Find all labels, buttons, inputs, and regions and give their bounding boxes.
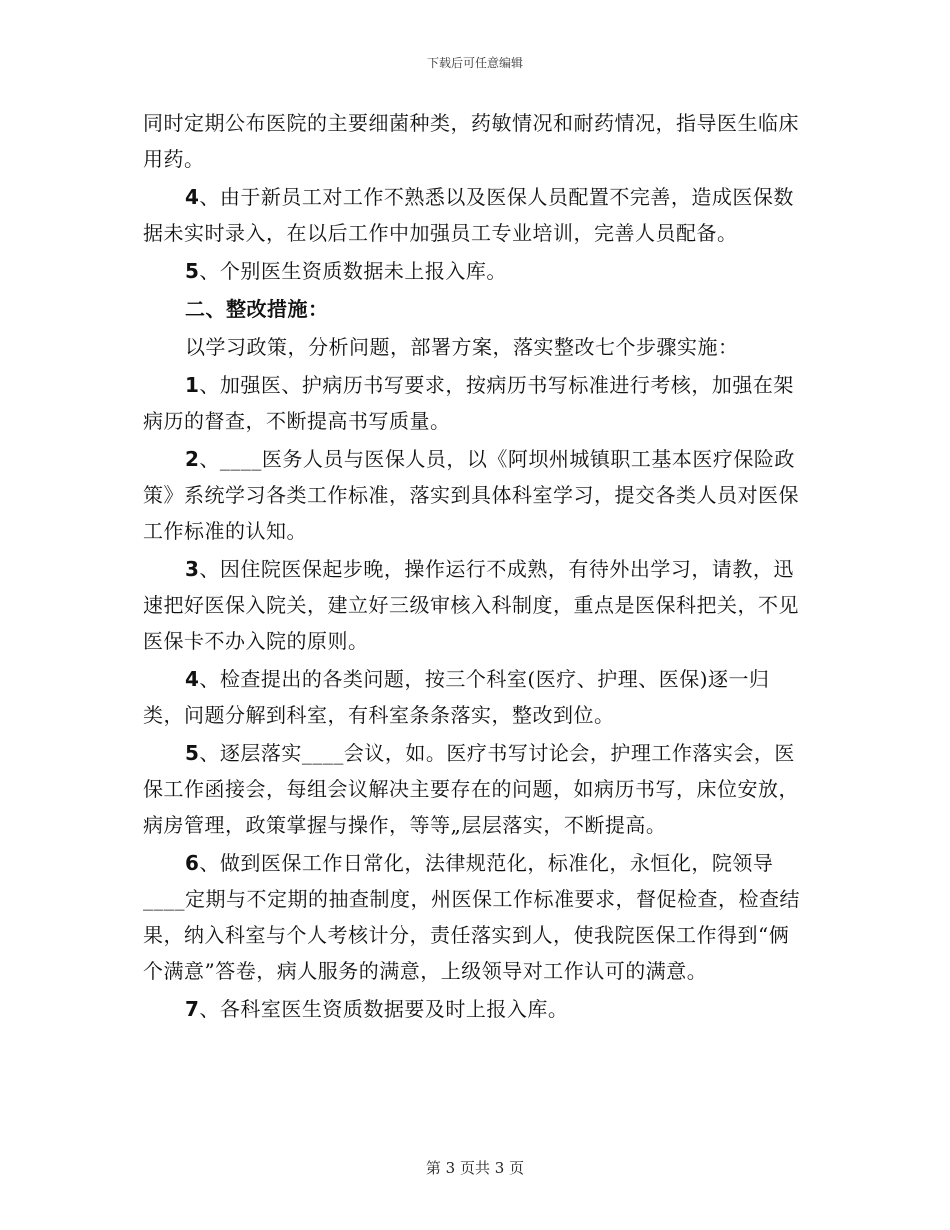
- item-number: 7: [185, 997, 200, 1021]
- item-number: 1: [185, 373, 200, 397]
- heading-text: 二、整改措施：: [185, 297, 329, 321]
- page-footer: 第 3 页共 3 页: [425, 1159, 525, 1177]
- item-number: 6: [185, 851, 200, 875]
- paragraph-text: 、个别医生资质数据未上报入库。: [199, 259, 507, 283]
- paragraph-text: 、因住院医保起步晚，操作运行不成熟，有待外出学习，请教，迅速把好医保入院关，建立好三级审核入科制度，重点是医保科把关，不见医保卡不办入院的原则。: [143, 557, 799, 653]
- item-number: 3: [185, 557, 200, 581]
- measure-item-1: [143, 367, 807, 439]
- measure-item-5: [143, 735, 807, 843]
- item-number: 5: [185, 741, 200, 765]
- measure-item-2: [143, 441, 807, 549]
- item-number: 2: [185, 447, 200, 471]
- section-intro: [143, 329, 807, 365]
- page-header: 下载后可任意编辑: [426, 56, 523, 70]
- paragraph-text: 、逐层落实____会议，如。医疗书写讨论会，护理工作落实会，医保工作函接会，每组会议解决主要存在的问题，如病历书写，床位安放，病房管理，政策掌握与操作，等等„层层落实，不断提高。: [143, 741, 799, 837]
- section-heading: [143, 291, 807, 327]
- paragraph-text: 、做到医保工作日常化，法律规范化，标准化，永恒化，院领导____定期与不定期的抽查制度，州医保工作标准要求，督促检查，检查结果，纳入科室与个人考核计分，责任落实到人，使我院医保工作得到“俩个满意”答卷，病人服务的满意，上级领导对工作认可的满意。: [143, 851, 800, 983]
- item-number: 5: [185, 259, 200, 283]
- paragraph-text: 同时定期公布医院的主要细菌种类，药敏情况和耐药情况，指导医生临床用药。: [143, 111, 799, 171]
- paragraph-continuation: [143, 105, 807, 177]
- item-number: 4: [185, 667, 200, 691]
- paragraph-text: 、____医务人员与医保人员，以《阿坝州城镇职工基本医疗保险政策》系统学习各类工作标准，落实到具体科室学习，提交各类人员对医保工作标准的认知。: [143, 447, 799, 543]
- document-body: [143, 105, 807, 1027]
- paragraph-text: 、由于新员工对工作不熟悉以及医保人员配置不完善，造成医保数据未实时录入，在以后工作中加强员工专业培训，完善人员配备。: [143, 185, 794, 245]
- paragraph-text: 、各科室医生资质数据要及时上报入库。: [199, 997, 569, 1021]
- paragraph-text: 以学习政策，分析问题，部署方案，落实整改七个步骤实施：: [185, 335, 739, 359]
- paragraph-item-5: [143, 253, 807, 289]
- paragraph-item-4: [143, 179, 807, 251]
- measure-item-4: [143, 661, 807, 733]
- paragraph-text: 、加强医、护病历书写要求，按病历书写标准进行考核，加强在架病历的督查，不断提高书写质量。: [143, 373, 794, 433]
- measure-item-7: [143, 991, 807, 1027]
- measure-item-6: [143, 845, 807, 989]
- paragraph-text: 、检查提出的各类问题，按三个科室(医疗、护理、医保)逐一归类，问题分解到科室，有科室条条落实，整改到位。: [143, 667, 770, 727]
- item-number: 4: [185, 185, 200, 209]
- measure-item-3: [143, 551, 807, 659]
